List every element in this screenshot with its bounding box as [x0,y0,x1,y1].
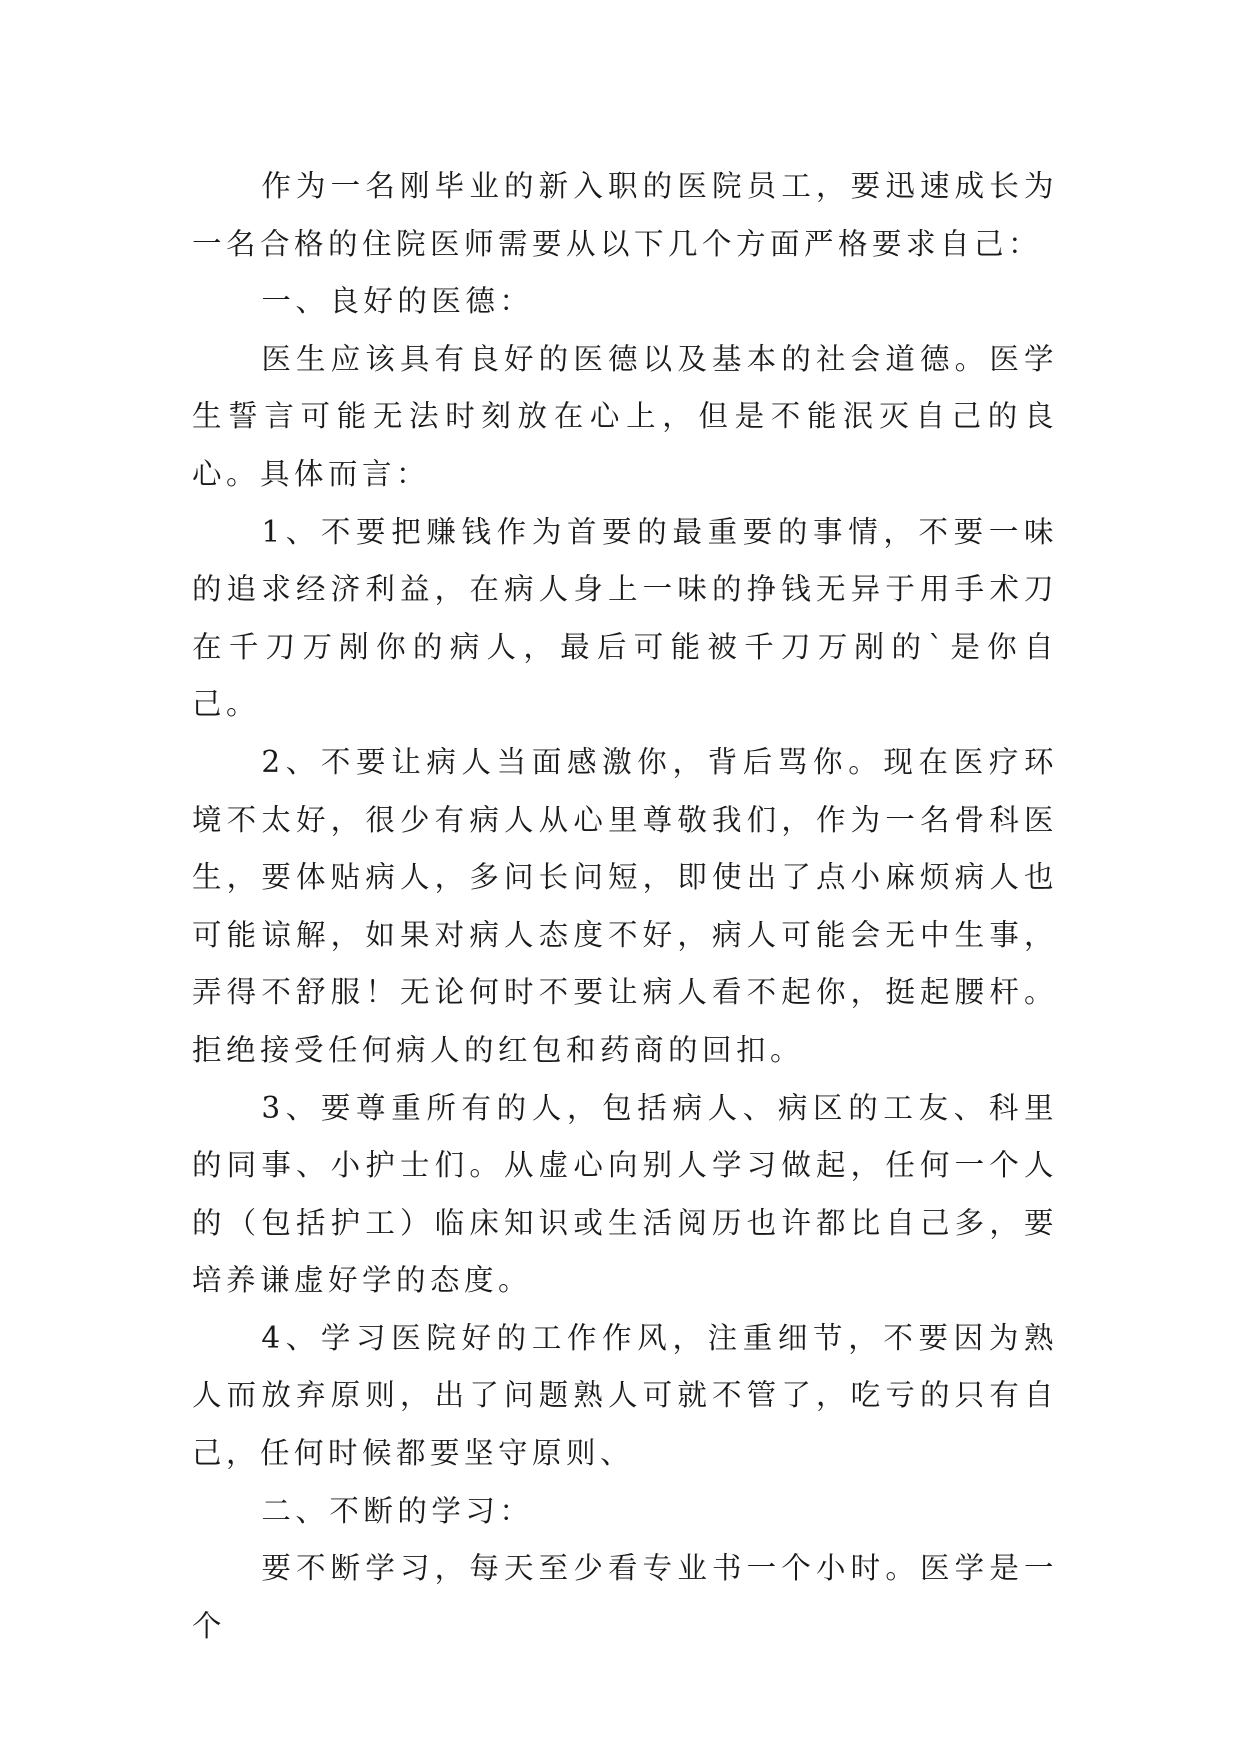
medical-ethics-paragraph: 医生应该具有良好的医德以及基本的社会道德。医学生誓言可能无法时刻放在心上，但是不能泯灭自己的良心。具体而言： [192,341,1058,491]
document-body [192,158,1058,1655]
learning-paragraph: 要不断学习，每天至少看专业书一个小时。医学是一个 [192,1551,1058,1643]
ethics-point-4: 4、学习医院好的工作作风，注重细节，不要因为熟人而放弃原则，出了问题熟人可就不管了，吃亏的只有自己，任何时候都要坚守原则、 [192,1320,1058,1471]
ethics-point-3: 3、要尊重所有的人，包括病人、病区的工友、科里的同事、小护士们。从虚心向别人学习做起，任何一个人的（包括护工）临床知识或生活阅历也许都比自己多，要培养谦虚好学的态度。 [192,1090,1058,1298]
section-heading-continuous-learning: 二、不断的学习： [261,1493,534,1528]
ethics-point-1: 1、不要把赚钱作为首要的最重要的事情，不要一味的追求经济利益，在病人身上一味的挣钱无异于用手术刀在千刀万剐你的病人，最后可能被千刀万剐的`是你自己。 [192,514,1058,722]
ethics-point-2: 2、不要让病人当面感激你，背后骂你。现在医疗环境不太好，很少有病人从心里尊敬我们，作为一名骨科医生，要体贴病人，多问长问短，即使出了点小麻烦病人也可能谅解，如果对病人态度不好，病人可能会无中生事，弄得不舒服！无论何时不要让病人看不起你，挺起腰杆。拒绝接受任何病人的红包和药商的回扣。 [192,744,1058,1067]
intro-paragraph: 作为一名刚毕业的新入职的医院员工，要迅速成长为一名合格的住院医师需要从以下几个方面严格要求自己： [192,169,1058,261]
section-heading-medical-ethics: 一、良好的医德： [261,284,534,319]
